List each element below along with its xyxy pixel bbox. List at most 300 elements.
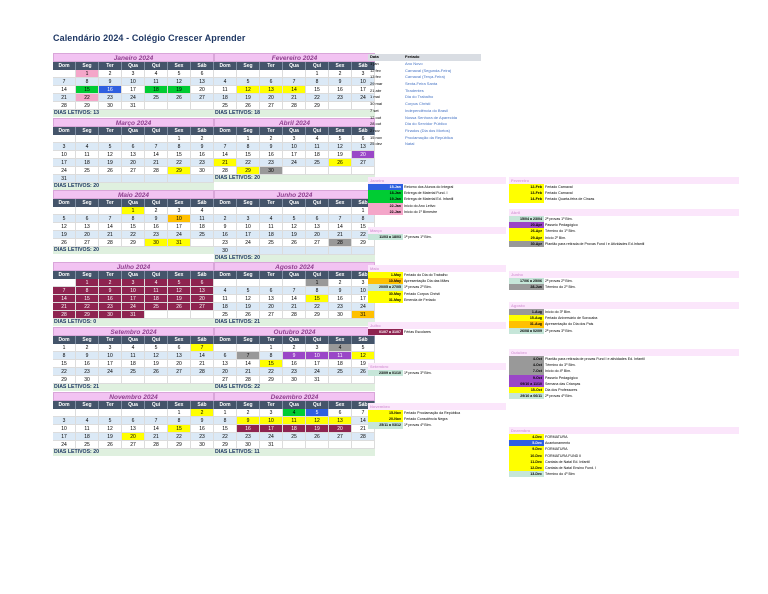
- legend-date: 7-Oct: [509, 368, 544, 374]
- calendar-day: 19: [352, 360, 375, 368]
- calendar-day: 16: [283, 360, 306, 368]
- calendar-day: 2: [145, 207, 168, 215]
- holiday-row: [368, 81, 481, 88]
- calendar-day: 6: [122, 417, 145, 425]
- calendar-day: 11: [76, 151, 99, 159]
- legend-date: 15-Jan: [368, 184, 403, 190]
- calendar-day: 26: [53, 239, 76, 247]
- calendar-day: [283, 247, 306, 255]
- month-name: Agosto 2024: [214, 262, 375, 271]
- calendar-day: 31: [122, 102, 145, 110]
- calendar-day: 2: [329, 279, 352, 287]
- calendar-day: 22: [53, 368, 76, 376]
- holiday-name: Finados (Dia dos Mortos): [405, 127, 450, 133]
- calendar-day: 28: [283, 102, 306, 110]
- calendar-day: 13: [191, 287, 214, 295]
- calendar-day: [122, 175, 145, 183]
- calendar-day: 21: [191, 360, 214, 368]
- calendar-day: 14: [53, 86, 76, 94]
- calendar-day: [283, 70, 306, 78]
- calendar-day: 3: [99, 344, 122, 352]
- calendar-day: 3: [122, 279, 145, 287]
- weekday-header: Dom: [214, 401, 237, 409]
- holiday-name: Carnaval (Terça-Feira): [405, 74, 446, 80]
- legend-month-title: Fevereiro: [509, 177, 739, 184]
- calendar-day: 24: [306, 368, 329, 376]
- legend-desc: Entrega de Material Ed. Infantil: [404, 197, 454, 202]
- weekday-header: Seg: [237, 199, 260, 207]
- legend-month-title: Janeiro: [368, 177, 506, 184]
- calendar-day: [283, 279, 306, 287]
- calendar-day: 28: [53, 102, 76, 110]
- weekday-header: Dom: [53, 199, 76, 207]
- calendar-month: [214, 53, 375, 117]
- calendar-day: 9: [99, 78, 122, 86]
- calendar-day: 7: [145, 417, 168, 425]
- calendar-day: 21: [145, 433, 168, 441]
- calendar-day: [168, 175, 191, 183]
- calendar-day: 18: [122, 360, 145, 368]
- calendar-day: [214, 344, 237, 352]
- calendar-day: 23: [145, 231, 168, 239]
- calendar-day: 17: [352, 86, 375, 94]
- weekday-header: Sex: [329, 199, 352, 207]
- holiday-date: 30 mai: [370, 101, 383, 107]
- calendar-day: [214, 70, 237, 78]
- legend-date: 26/08 a 02/09: [509, 328, 544, 334]
- calendar-day: 25: [306, 159, 329, 167]
- legend-date: 12-Feb: [509, 184, 544, 190]
- weekday-header: Qui: [306, 271, 329, 279]
- calendar-day: 5: [306, 409, 329, 417]
- calendar-day: 16: [237, 425, 260, 433]
- calendar-day: 29: [260, 376, 283, 384]
- calendar-day: [191, 175, 214, 183]
- calendar-day: 28: [53, 311, 76, 319]
- calendar-day: 10: [122, 287, 145, 295]
- legend-desc: Início do 1º Bimestre: [404, 209, 438, 214]
- calendar-day: 2: [283, 344, 306, 352]
- calendar-day: 8: [168, 143, 191, 151]
- month-name: Abril 2024: [214, 118, 375, 127]
- calendar-day: 8: [76, 78, 99, 86]
- weekday-header: Sáb: [191, 199, 214, 207]
- holiday-date: 7 set: [370, 107, 379, 113]
- weekday-header: Dom: [214, 271, 237, 279]
- calendar-day: 3: [352, 279, 375, 287]
- legend-date: 14-Feb: [509, 196, 544, 202]
- calendar-day: 15: [306, 295, 329, 303]
- school-days-count: DIAS LETIVOS: 11: [214, 449, 375, 456]
- calendar-day: [329, 167, 352, 175]
- calendar-day: 21: [283, 94, 306, 102]
- holiday-row: [368, 108, 481, 115]
- calendar-day: 18: [145, 295, 168, 303]
- calendar-day: [168, 102, 191, 110]
- calendar-day: 18: [306, 151, 329, 159]
- calendar-day: 20: [329, 425, 352, 433]
- calendar-day: 13: [306, 223, 329, 231]
- calendar-day: 26: [237, 102, 260, 110]
- calendar-day: 16: [191, 151, 214, 159]
- calendar-day: 15: [214, 425, 237, 433]
- calendar-day: 12: [99, 425, 122, 433]
- calendar-day: [329, 102, 352, 110]
- calendar-day: 7: [191, 344, 214, 352]
- calendar-day: 5: [237, 78, 260, 86]
- calendar-day: [53, 409, 76, 417]
- calendar-day: 23: [99, 94, 122, 102]
- calendar-day: 5: [168, 279, 191, 287]
- calendar-day: 2: [237, 409, 260, 417]
- calendar-day: 28: [145, 167, 168, 175]
- legend-row: [368, 209, 506, 215]
- holiday-row: [368, 74, 481, 81]
- holiday-table: [368, 54, 481, 148]
- weekday-header: Seg: [76, 271, 99, 279]
- calendar-day: 26: [99, 167, 122, 175]
- calendar-day: 5: [53, 215, 76, 223]
- calendar-day: 23: [191, 159, 214, 167]
- legend-row: [368, 422, 506, 428]
- legend-desc: 2ª provas 1º Bim.: [545, 217, 573, 221]
- weekday-header: Sáb: [352, 127, 375, 135]
- calendar-day: 24: [122, 303, 145, 311]
- calendar-day: 2: [76, 344, 99, 352]
- calendar-day: [191, 239, 214, 247]
- weekday-header: Seg: [237, 271, 260, 279]
- calendar-day: 23: [99, 303, 122, 311]
- calendar-day: [214, 279, 237, 287]
- month-name: Março 2024: [53, 118, 214, 127]
- weekday-header: Qui: [306, 127, 329, 135]
- calendar-day: 18: [214, 303, 237, 311]
- legend-desc: Feriado do Dia do Trabalho: [404, 273, 448, 277]
- calendar-day: 24: [99, 368, 122, 376]
- legend-month-title: Setembro: [368, 363, 506, 370]
- calendar-day: 10: [237, 223, 260, 231]
- legend-date: 25/11 a 03/12: [368, 422, 403, 428]
- calendar-day: 1: [168, 409, 191, 417]
- calendar-day: [168, 311, 191, 319]
- calendar-day: 6: [168, 344, 191, 352]
- calendar-day: 23: [214, 239, 237, 247]
- calendar-day: 26: [168, 94, 191, 102]
- legend-desc: Férias Escolares: [404, 330, 431, 334]
- weekday-header: Qua: [122, 336, 145, 344]
- weekday-header: Sáb: [352, 199, 375, 207]
- calendar-day: 29: [306, 311, 329, 319]
- calendar-day: 3: [237, 215, 260, 223]
- holiday-date: 29 mar: [370, 81, 383, 87]
- calendar-day: 25: [145, 94, 168, 102]
- legend-row: [509, 241, 739, 247]
- calendar-day: 16: [329, 295, 352, 303]
- calendar-day: 14: [283, 86, 306, 94]
- calendar-day: 24: [352, 303, 375, 311]
- calendar-day: 9: [260, 143, 283, 151]
- calendar-day: 7: [352, 409, 375, 417]
- weekday-header: Sex: [329, 127, 352, 135]
- holiday-name: Dia do Trabalho: [405, 94, 434, 100]
- calendar-day: 29: [53, 376, 76, 384]
- legend-date: 4-Oct: [509, 356, 544, 362]
- calendar-day: 9: [191, 143, 214, 151]
- weekday-header: Ter: [260, 62, 283, 70]
- calendar-day: 5: [352, 344, 375, 352]
- holiday-name: Natal: [405, 141, 415, 147]
- legend-date: 15/04 a 23/04: [509, 216, 544, 222]
- calendar-day: 26: [329, 159, 352, 167]
- weekday-header: Qua: [283, 336, 306, 344]
- calendar-day: 8: [306, 287, 329, 295]
- calendar-day: 11: [306, 143, 329, 151]
- calendar-day: 28: [237, 376, 260, 384]
- calendar-day: 11: [145, 287, 168, 295]
- calendar-day: 14: [53, 295, 76, 303]
- calendar-day: 13: [122, 151, 145, 159]
- holiday-header-date: Data: [370, 54, 379, 59]
- calendar-day: 4: [283, 409, 306, 417]
- calendar-day: [76, 135, 99, 143]
- weekday-header: Sáb: [191, 271, 214, 279]
- calendar-day: 20: [260, 303, 283, 311]
- calendar-day: 16: [191, 425, 214, 433]
- calendar-day: 28: [191, 368, 214, 376]
- legend-date: 12-Dec: [509, 465, 544, 471]
- school-days-count: DIAS LETIVOS: 18: [214, 110, 375, 117]
- calendar-day: 12: [329, 143, 352, 151]
- weekday-header: Sáb: [191, 401, 214, 409]
- legend-date: 10-Dec: [509, 453, 544, 459]
- calendar-day: 22: [76, 94, 99, 102]
- legend-date: 4-Oct: [509, 362, 544, 368]
- calendar-day: 8: [168, 417, 191, 425]
- calendar-day: 8: [214, 417, 237, 425]
- calendar-day: [122, 376, 145, 384]
- calendar-day: 12: [283, 223, 306, 231]
- weekday-header: Sex: [168, 62, 191, 70]
- calendar-day: [145, 311, 168, 319]
- calendar-day: 11: [76, 425, 99, 433]
- holiday-date: 1 mai: [370, 94, 380, 100]
- calendar-day: 16: [214, 231, 237, 239]
- weekday-header: Ter: [99, 62, 122, 70]
- legend-desc: Início do Ano Letivo: [404, 203, 436, 208]
- calendar-day: 14: [283, 295, 306, 303]
- legend-desc: Cantata de Natal Ensino Fund. I: [545, 465, 597, 470]
- calendar-day: 1: [168, 135, 191, 143]
- calendar-day: 14: [191, 352, 214, 360]
- calendar-day: 12: [237, 86, 260, 94]
- calendar-day: [191, 376, 214, 384]
- calendar-day: [214, 135, 237, 143]
- weekday-header: Qua: [283, 127, 306, 135]
- calendar-day: 17: [237, 231, 260, 239]
- calendar-day: 22: [214, 433, 237, 441]
- legend-month-group: [368, 322, 506, 335]
- legend-date: 17/06 a 25/06: [509, 278, 544, 284]
- holiday-row: [368, 135, 481, 142]
- calendar-day: 9: [214, 223, 237, 231]
- legend-month-title: Março: [368, 227, 506, 234]
- holiday-name: Ano Novo: [405, 61, 423, 66]
- calendar-day: 23: [329, 303, 352, 311]
- month-name: Setembro 2024: [53, 327, 214, 336]
- calendar-day: 22: [122, 231, 145, 239]
- calendar-day: 16: [76, 360, 99, 368]
- weekday-header: Ter: [260, 199, 283, 207]
- holiday-date: 21 abr: [370, 87, 382, 93]
- calendar-day: 13: [168, 352, 191, 360]
- calendar-day: [53, 207, 76, 215]
- calendar-day: 29: [237, 167, 260, 175]
- holiday-name: Tiradentes: [405, 87, 424, 93]
- calendar-day: 2: [191, 135, 214, 143]
- legend-date: 9-Dec: [509, 446, 544, 452]
- weekday-header: Seg: [76, 62, 99, 70]
- legend-month-title: Novembro: [368, 403, 506, 410]
- calendar-day: 4: [191, 207, 214, 215]
- legend-date: 29-Apr: [509, 235, 544, 241]
- calendar-day: 27: [329, 433, 352, 441]
- calendar-day: 12: [168, 78, 191, 86]
- weekday-header: Ter: [99, 401, 122, 409]
- calendar-day: 19: [53, 231, 76, 239]
- calendar-day: 23: [237, 433, 260, 441]
- calendar-day: 14: [237, 360, 260, 368]
- legend-desc: 1ª provas 3º Bim.: [404, 371, 432, 375]
- weekday-header: Qui: [145, 401, 168, 409]
- holiday-row: [368, 94, 481, 101]
- calendar-day: 20: [168, 360, 191, 368]
- weekday-header: Ter: [99, 199, 122, 207]
- calendar-day: 28: [214, 167, 237, 175]
- calendar-day: 16: [260, 151, 283, 159]
- calendar-day: 3: [283, 135, 306, 143]
- weekday-header: Qua: [122, 199, 145, 207]
- calendar-day: 5: [237, 287, 260, 295]
- calendar-day: 6: [191, 279, 214, 287]
- legend-desc: Apresentação Dia das Mães: [404, 279, 450, 284]
- calendar-day: 18: [329, 360, 352, 368]
- holiday-row: [368, 101, 481, 108]
- calendar-day: 9: [145, 215, 168, 223]
- calendar-day: [329, 247, 352, 255]
- legend-date: 31-Aug: [509, 321, 544, 327]
- calendar-day: 17: [306, 360, 329, 368]
- calendar-day: 6: [329, 409, 352, 417]
- calendar-day: 30: [145, 239, 168, 247]
- calendar-day: 27: [76, 239, 99, 247]
- calendar-day: 8: [237, 143, 260, 151]
- holiday-name: Dia do Servidor Público: [405, 121, 447, 127]
- calendar-day: 1: [352, 207, 375, 215]
- weekday-header: Dom: [214, 127, 237, 135]
- calendar-day: 11: [329, 352, 352, 360]
- calendar-day: 6: [352, 135, 375, 143]
- calendar-month: [53, 53, 214, 117]
- calendar-day: 19: [306, 425, 329, 433]
- legend-desc: Dia dos Professores: [545, 387, 578, 392]
- weekday-header: Ter: [99, 336, 122, 344]
- calendar-day: 25: [260, 239, 283, 247]
- weekday-header: Qua: [283, 401, 306, 409]
- calendar-day: 18: [191, 223, 214, 231]
- calendar-day: [76, 175, 99, 183]
- calendar-day: 21: [53, 94, 76, 102]
- calendar-day: 10: [306, 352, 329, 360]
- calendar-day: 25: [122, 368, 145, 376]
- legend-date: 22-Jan: [368, 203, 403, 209]
- calendar-day: 15: [168, 151, 191, 159]
- calendar-day: 21: [237, 368, 260, 376]
- calendar-day: 20: [122, 159, 145, 167]
- calendar-day: 1: [306, 70, 329, 78]
- calendar-day: 31: [53, 175, 76, 183]
- legend-date: 29/10 a 06/11: [509, 393, 544, 399]
- calendar-day: 6: [76, 215, 99, 223]
- calendar-day: 1: [122, 207, 145, 215]
- calendar-day: 4: [76, 143, 99, 151]
- weekday-header: Sáb: [352, 401, 375, 409]
- legend-date: 28-Jun: [509, 284, 544, 290]
- weekday-header: Ter: [260, 271, 283, 279]
- legend-date: 13-Dec: [509, 471, 544, 477]
- legend-month-group: [368, 363, 506, 376]
- calendar-day: 18: [283, 425, 306, 433]
- legend-date: 01/07 a 31/07: [368, 329, 403, 335]
- calendar-day: 3: [306, 344, 329, 352]
- calendar-day: 5: [145, 344, 168, 352]
- calendar-day: 23: [283, 368, 306, 376]
- legend-date: 18-Jan: [368, 190, 403, 196]
- calendar-day: 15: [306, 86, 329, 94]
- calendar-day: 14: [145, 151, 168, 159]
- calendar-day: 29: [168, 441, 191, 449]
- calendar-day: 3: [53, 417, 76, 425]
- calendar-day: 25: [76, 441, 99, 449]
- school-days-count: DIAS LETIVOS: 13: [53, 110, 214, 117]
- legend-month-group: [509, 302, 739, 334]
- legend-desc: Início do 4º Bim.: [545, 369, 572, 374]
- weekday-header: Qua: [283, 62, 306, 70]
- legend-date: 15-Oct: [509, 387, 544, 393]
- weekday-header: Qui: [145, 336, 168, 344]
- calendar-day: [352, 247, 375, 255]
- weekday-header: Ter: [260, 336, 283, 344]
- calendar-day: 21: [352, 425, 375, 433]
- calendar-day: 26: [145, 368, 168, 376]
- calendar-day: 12: [237, 295, 260, 303]
- calendar-day: 19: [168, 295, 191, 303]
- page-title: Calendário 2024 - Colégio Crescer Aprender: [53, 33, 246, 43]
- calendar-day: 27: [214, 376, 237, 384]
- legend-month-group: [368, 177, 506, 215]
- month-name: Novembro 2024: [53, 392, 214, 401]
- calendar-day: 3: [260, 409, 283, 417]
- legend-desc: Feriado Proclamação da República: [404, 411, 461, 415]
- legend-month-group: [509, 177, 739, 203]
- calendar-day: 13: [191, 78, 214, 86]
- calendar-day: 28: [329, 239, 352, 247]
- calendar-day: 25: [76, 167, 99, 175]
- calendar-day: 15: [76, 295, 99, 303]
- school-days-count: DIAS LETIVOS: 21: [53, 384, 214, 391]
- legend-desc: 1ª provas 2º Bim.: [404, 285, 432, 290]
- legend-month-title: Abril: [509, 209, 739, 216]
- calendar-day: 2: [99, 70, 122, 78]
